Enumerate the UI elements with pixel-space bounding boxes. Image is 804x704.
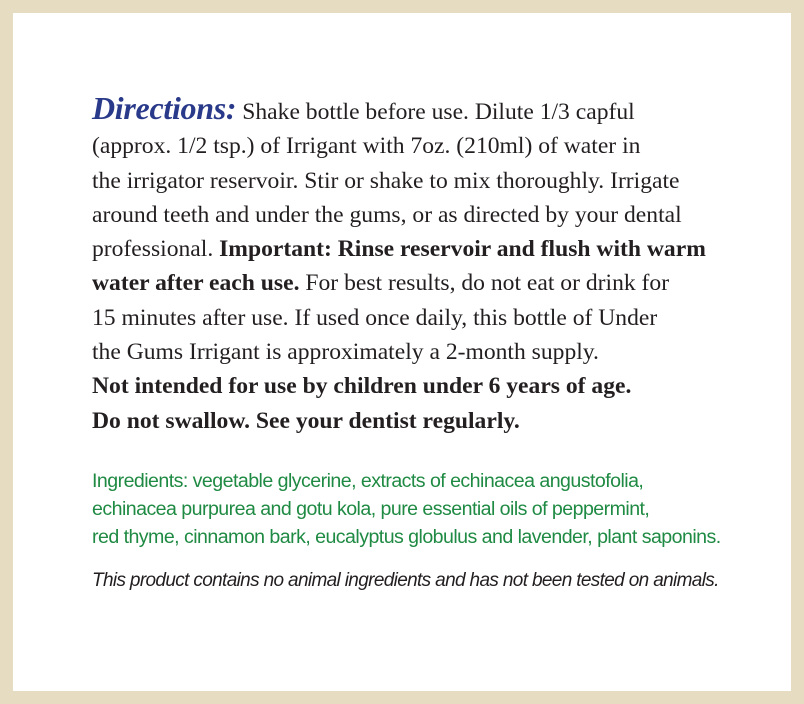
directions-line-3: the irrigator reservoir. Stir or shake to mix thoroughly. Irrigate [92,167,680,194]
ingredients-line-1: Ingredients: vegetable glycerine, extracts of echinacea angustofolia, [92,470,644,492]
directions-line-7: 15 minutes after use. If used once daily, this bottle of Under [92,304,658,331]
ingredients-block [92,467,752,551]
directions-text: professional. [92,236,214,263]
directions-block [92,91,742,438]
directions-heading: Directions: [92,90,237,126]
directions-text: Shake bottle before use. Dilute 1/3 capful [242,99,635,125]
directions-line-1 [92,91,742,129]
ingredients-line-2: echinacea purpurea and gotu kola, pure essential oils of peppermint, [92,498,650,520]
children-warning: Not intended for use by children under 6 years of age. [92,373,632,400]
directions-line-5 [92,232,742,266]
important-notice-cont: water after each use. [92,270,300,297]
directions-line-6 [92,266,742,300]
ingredients-line-3: red thyme, cinnamon bark, eucalyptus globulus and lavender, plant saponins. [92,526,721,548]
directions-line-8: the Gums Irrigant is approximately a 2-month supply. [92,339,599,366]
animal-testing-note: This product contains no animal ingredients and has not been tested on animals. [92,570,719,591]
directions-line-4: around teeth and under the gums, or as directed by your dental [92,201,682,228]
directions-line-2: (approx. 1/2 tsp.) of Irrigant with 7oz. (210ml) of water in [92,133,641,160]
directions-text: For best results, do not eat or drink for [305,270,670,297]
swallow-warning: Do not swallow. See your dentist regularly. [92,407,520,434]
important-notice: Important: Rinse reservoir and flush with warm [219,236,706,263]
